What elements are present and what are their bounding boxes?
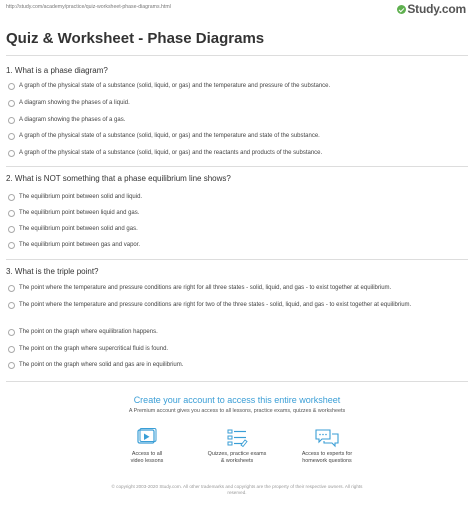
logo-check-icon: [397, 5, 406, 14]
feature-experts: [287, 428, 367, 464]
question-3-option[interactable]: The point on the graph where supercritical fluid is found.: [6, 345, 464, 353]
question-1-option[interactable]: A graph of the physical state of a substance (solid, liquid, or gas) and the reactants and products of the substance.: [6, 149, 464, 157]
question-1-option[interactable]: A graph of the physical state of a substance (solid, liquid, or gas) and the temperature and state of the substance.: [6, 132, 464, 140]
radio-icon[interactable]: [8, 362, 15, 369]
question-2-option[interactable]: The equilibrium point between solid and gas.: [6, 225, 464, 233]
question-1-option[interactable]: A graph of the physical state of a substance (solid, liquid, or gas) and the temperature and pressure of the substance.: [6, 82, 464, 90]
feature-label: homework questions: [302, 457, 352, 464]
question-3-option[interactable]: The point on the graph where equilibration happens.: [6, 328, 464, 336]
radio-icon[interactable]: [8, 210, 15, 217]
chat-icon: [314, 428, 340, 448]
radio-icon[interactable]: [8, 133, 15, 140]
feature-label: Access to experts for: [301, 451, 353, 457]
question-2-heading: 2. What is NOT something that a phase equilibrium line shows?: [6, 174, 231, 183]
radio-icon[interactable]: [8, 329, 15, 336]
page-title: Quiz & Worksheet - Phase Diagrams: [6, 30, 265, 47]
question-1-option[interactable]: A diagram showing the phases of a liquid.: [6, 99, 464, 107]
feature-label: & worksheets: [220, 457, 254, 464]
radio-icon[interactable]: [8, 302, 15, 309]
title-divider: [6, 55, 468, 56]
feature-label: Quizzes, practice exams: [207, 451, 267, 457]
radio-icon[interactable]: [8, 150, 15, 157]
cta-title[interactable]: Create your account to access this entire worksheet: [133, 395, 341, 405]
logo-text: Study.com: [407, 2, 466, 16]
question-divider: [6, 259, 468, 260]
study-logo[interactable]: [397, 2, 466, 16]
video-icon: [136, 428, 158, 448]
page-url: http://study.com/academy/practice/quiz-worksheet-phase-diagrams.html: [6, 4, 171, 10]
question-2-option[interactable]: The equilibrium point between solid and liquid.: [6, 193, 464, 201]
radio-icon[interactable]: [8, 242, 15, 249]
question-2-option[interactable]: The equilibrium point between gas and vapor.: [6, 241, 464, 249]
question-3-option[interactable]: The point on the graph where solid and gas are in equilibrium.: [6, 361, 464, 369]
question-1-heading: 1. What is a phase diagram?: [6, 66, 108, 75]
radio-icon[interactable]: [8, 117, 15, 124]
question-1-option[interactable]: A diagram showing the phases of a gas.: [6, 116, 464, 124]
radio-icon[interactable]: [8, 100, 15, 107]
question-3-option[interactable]: The point where the temperature and pressure conditions are right for all three states - solid, liquid, and gas - to exist together at equilibrium.: [6, 284, 464, 292]
question-2-option[interactable]: The equilibrium point between liquid and gas.: [6, 209, 464, 217]
question-divider: [6, 381, 468, 382]
question-3-heading: 3. What is the triple point?: [6, 267, 99, 276]
feature-video: [107, 428, 187, 464]
radio-icon[interactable]: [8, 346, 15, 353]
radio-icon[interactable]: [8, 226, 15, 233]
feature-label: video lessons: [130, 457, 164, 464]
radio-icon[interactable]: [8, 194, 15, 201]
cta-subtitle: A Premium account gives you access to all lessons, practice exams, quizzes & worksheets: [128, 408, 346, 414]
radio-icon[interactable]: [8, 83, 15, 90]
question-3-option[interactable]: The point where the temperature and pressure conditions are right for two of the three states - solid, liquid, and gas - to exist together at equilibrium.: [6, 301, 464, 309]
radio-icon[interactable]: [8, 285, 15, 292]
question-divider: [6, 166, 468, 167]
quiz-icon: [226, 428, 248, 448]
feature-label: Access to all: [131, 451, 163, 457]
feature-quiz: [197, 428, 277, 464]
footer-copyright: © copyright 2003-2020 Study.com. All other trademarks and copyrights are the property of their respective owners. All rights reserved.: [111, 484, 363, 495]
